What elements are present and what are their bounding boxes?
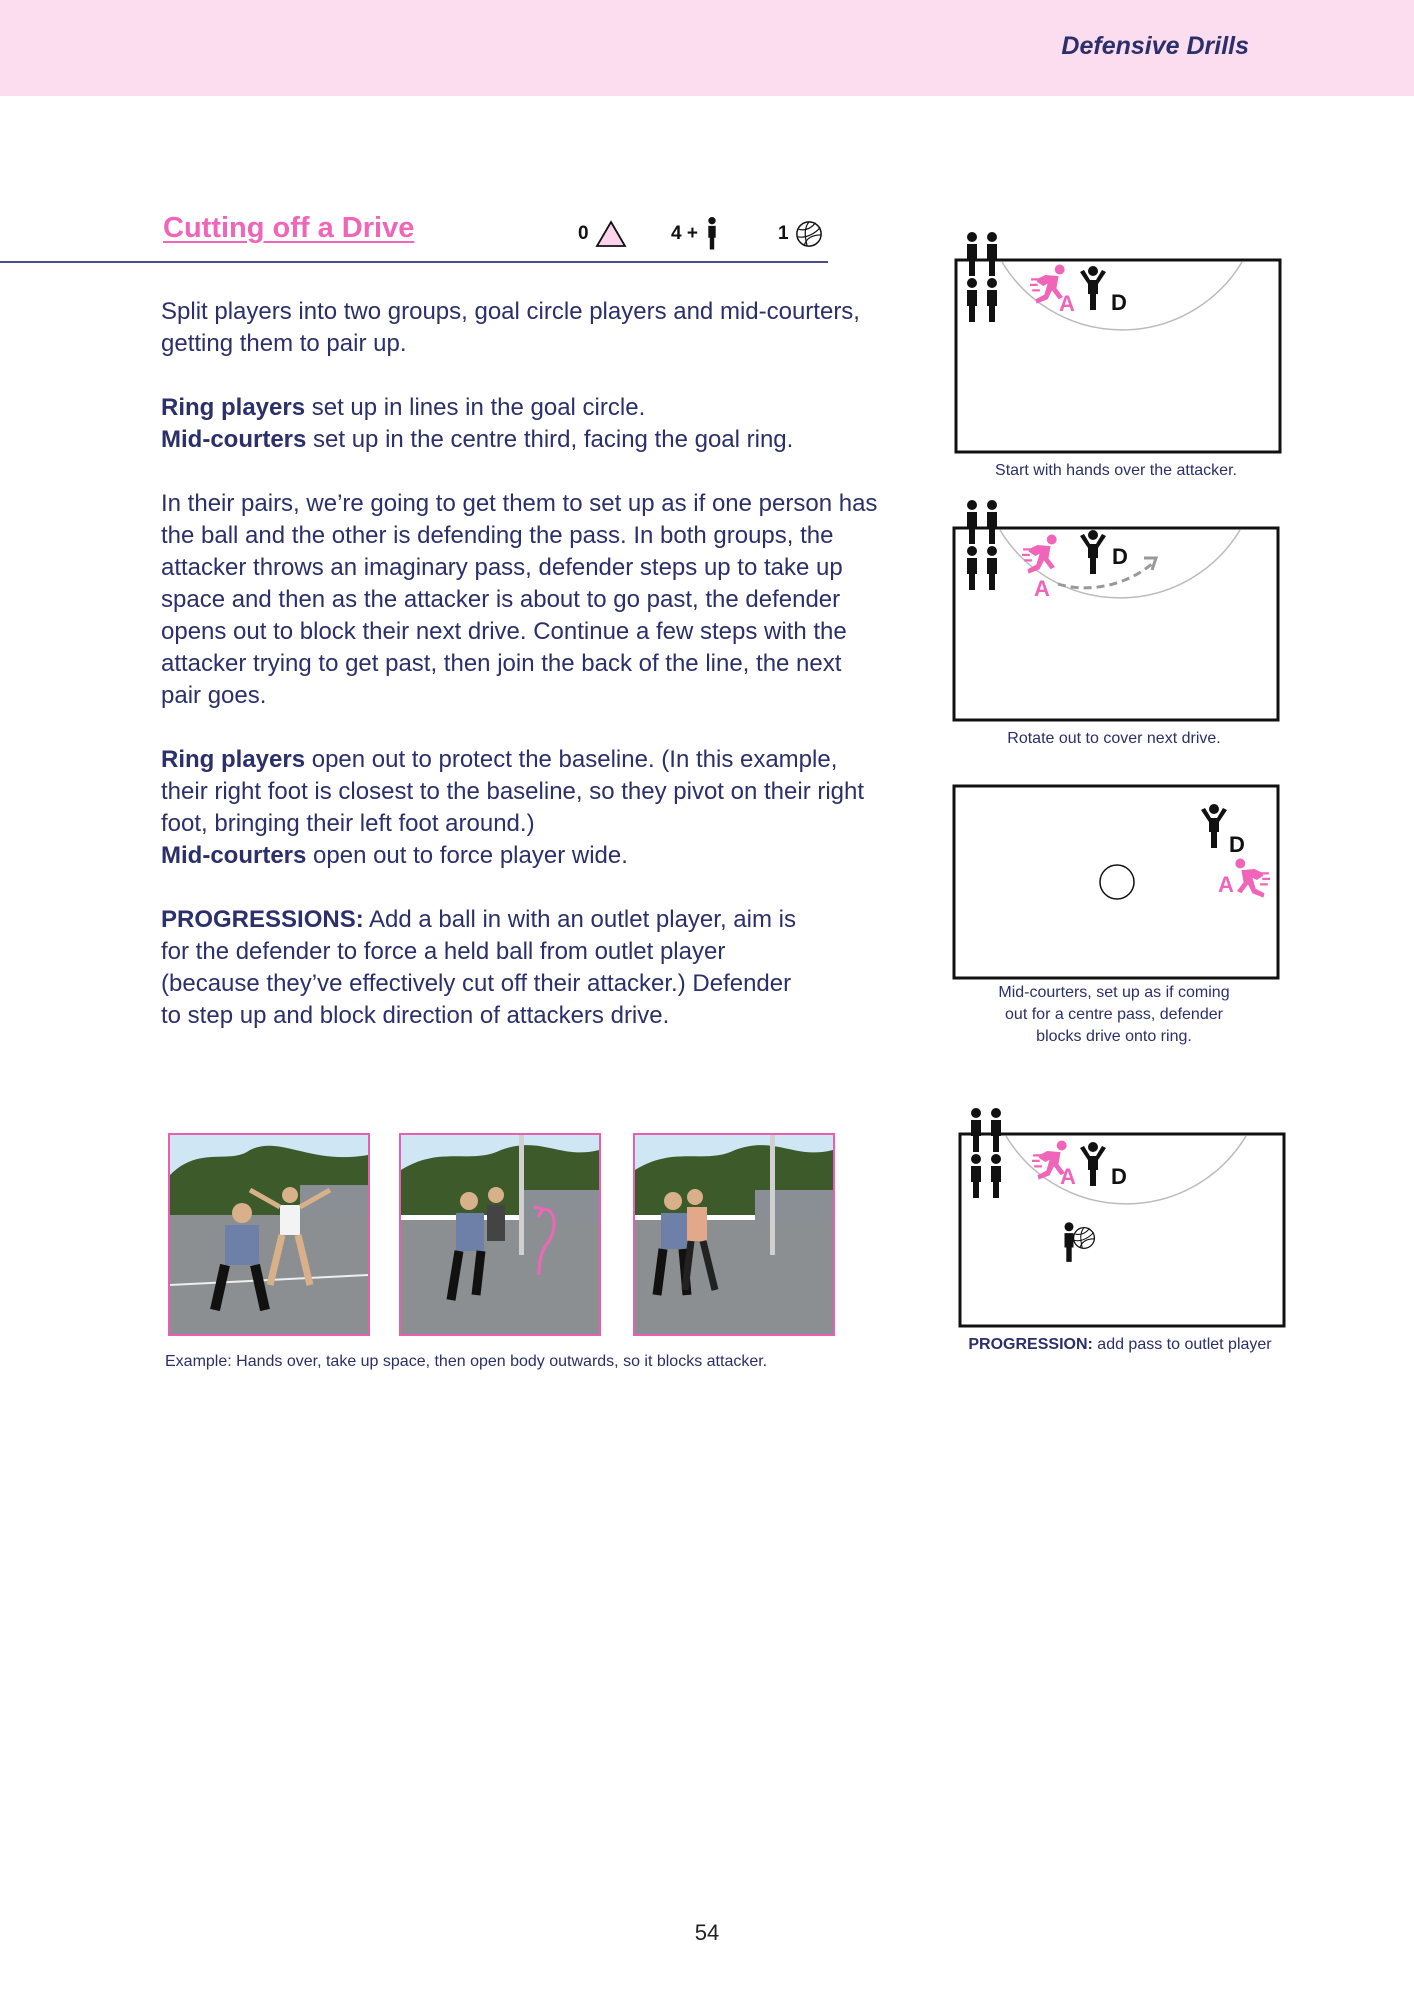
mid-paragraph [161,840,881,872]
progressions-text: Add a ball in with an outlet player, aim is for the defender to force a held ball from outlet player (because they’ve effectively cut off their attacker.) Defender to step up and block direction of attackers drive. [161,906,796,1029]
diagram-3-caption-line-2: out for a centre pass, defender [1005,1006,1223,1023]
setup-ring-label: Ring players [161,394,306,421]
ball-icon [795,220,823,248]
drill-instructions [161,296,881,1064]
page-number: 54 [694,1920,720,1945]
court-diagram-1 [952,226,1292,456]
diagram-4-caption [940,1334,1300,1356]
drill-title: Cutting off a Drive [163,212,415,244]
ring-label: Ring players [161,746,306,773]
equipment-cones [578,214,627,254]
intro-paragraph: Split players into two groups, goal circle players and mid-courters, getting them to pair up. [161,298,860,357]
balls-count: 1 [778,223,789,244]
defender-label: D [1111,1164,1127,1189]
example-photo-3 [633,1133,835,1336]
progressions-label: PROGRESSIONS: [161,906,364,933]
example-photo-1 [168,1133,370,1336]
setup-mid-text: set up in the centre third, facing the goal ring. [306,426,794,453]
equipment-balls [778,214,823,254]
ring-text: open out to protect the baseline. (In this example, their right foot is closest to the baseline, so they pivot on their right foot, bringing their left foot around.) [161,746,865,837]
defender-label: D [1112,544,1128,569]
setup-ring-paragraph [161,392,881,424]
attacker-label: A [1060,1164,1076,1189]
setup-mid-paragraph [161,424,881,456]
setup-ring-text: set up in lines in the goal circle. [305,394,646,421]
pairs-paragraph: In their pairs, we’re going to get them to set up as if one person has the ball and the other is defending the pass. In both groups, the attacker throws an imaginary pass, defender steps up to take up space and then as the attacker is about to go past, the defender opens out to block their next drive. Continue a few steps with the attacker trying to get past, then join the back of the line, the next pair goes. [161,490,878,709]
attacker-label: A [1218,872,1234,897]
photo-caption: Example: Hands over, take up space, then open body outwards, so it blocks attacker. [165,1353,768,1370]
setup-mid-label: Mid-courters [161,426,307,453]
cones-count: 0 [578,223,589,244]
attacker-label: A [1059,291,1075,316]
diagram-4-caption-label: PROGRESSION: [968,1336,1093,1353]
attacker-label: A [1034,576,1050,601]
ring-paragraph [161,744,881,840]
court-diagram-3 [950,782,1290,982]
diagram-1-caption: Start with hands over the attacker. [995,462,1237,479]
example-photo-2 [399,1133,601,1336]
cone-icon [595,220,627,248]
players-count: 4 + [671,223,698,244]
mid-text: open out to force player wide. [306,842,628,869]
defender-label: D [1229,832,1245,857]
defender-label: D [1111,290,1127,315]
diagram-3-caption-line-3: blocks drive onto ring. [1036,1028,1192,1045]
diagram-2-caption: Rotate out to cover next drive. [1007,730,1221,747]
court-diagram-2 [950,494,1290,724]
title-divider [0,261,828,263]
diagram-3-caption [950,982,1278,1048]
section-label: Defensive Drills [1061,32,1249,60]
mid-label: Mid-courters [161,842,307,869]
equipment-players [671,214,720,254]
progressions-paragraph [161,904,801,1032]
diagram-4-caption-text: add pass to outlet player [1092,1336,1272,1353]
diagram-3-caption-line-1: Mid-courters, set up as if coming [998,984,1230,1001]
player-icon [704,217,720,251]
court-diagram-4 [956,1104,1296,1334]
